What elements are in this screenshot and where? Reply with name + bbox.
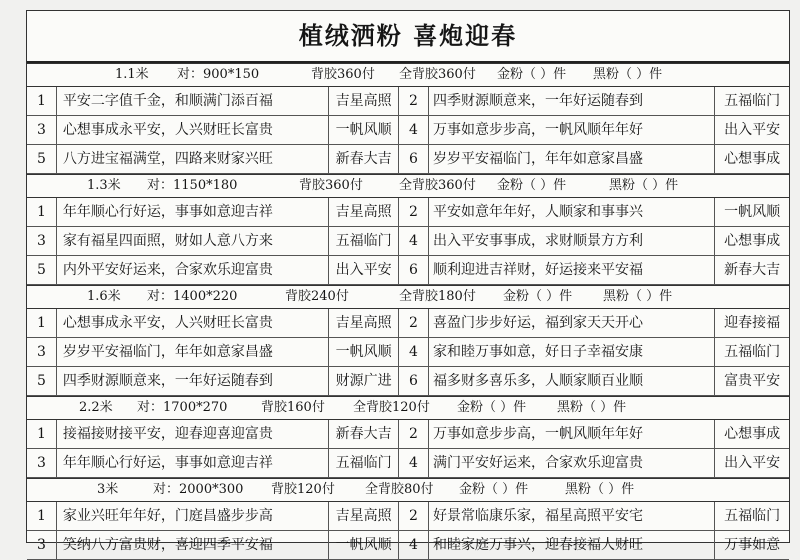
item-number: 4 <box>399 531 429 559</box>
couplet-text: 八方进宝福满堂，四路来财家兴旺 <box>57 145 329 173</box>
couplet-text: 年年顺心行好运，事事如意迎吉祥 <box>57 449 329 477</box>
couplet-head: 万事如意 <box>724 537 781 553</box>
item-number: 6 <box>399 367 429 395</box>
couplet-row <box>27 87 789 116</box>
header-dims: 对：1700*270 <box>137 400 228 415</box>
header-full-back: 全背胶360付 <box>399 178 476 193</box>
item-number: 2 <box>399 87 429 115</box>
couplet-head: 吉星高照 <box>329 198 399 226</box>
couplet-head: 新春大吉 <box>724 262 781 278</box>
item-number: 1 <box>27 502 57 530</box>
section-header <box>27 174 789 198</box>
item-number: 4 <box>399 227 429 255</box>
header-back: 背胶360付 <box>311 67 375 82</box>
section-header <box>27 396 789 420</box>
item-number: 2 <box>399 502 429 530</box>
couplet-row <box>27 367 789 396</box>
couplet-row <box>27 420 789 449</box>
header-dims: 对：2000*300 <box>153 482 244 497</box>
couplet-row <box>27 227 789 256</box>
couplet-head: 出入平安 <box>724 455 781 471</box>
couplet-text: 笑纳八方富贵财，喜迎四季平安福 <box>57 531 329 559</box>
item-number: 1 <box>27 87 57 115</box>
couplet-head: 迎春接福 <box>724 315 781 331</box>
couplet-text: 万事如意步步高，一帆风顺年年好 <box>429 420 715 448</box>
header-gold: 金粉（ ）件 <box>503 289 573 304</box>
section-header <box>27 478 789 502</box>
item-number: 6 <box>399 145 429 173</box>
item-number: 1 <box>27 198 57 226</box>
couplet-text: 心想事成永平安，人兴财旺长富贵 <box>57 309 329 337</box>
item-number: 3 <box>27 449 57 477</box>
couplet-text: 和睦家庭万事兴，迎春接福人财旺 <box>429 531 715 559</box>
couplet-head: 新春大吉 <box>329 420 399 448</box>
sections-container <box>27 63 789 560</box>
header-full-back: 全背胶80付 <box>365 482 434 497</box>
couplet-head: 心想事成 <box>724 426 781 442</box>
couplet-head: 五福临门 <box>329 449 399 477</box>
couplet-head: 一帆风顺 <box>329 531 399 559</box>
couplet-row <box>27 116 789 145</box>
header-back: 背胶360付 <box>299 178 363 193</box>
header-black: 黑粉（ ）件 <box>557 400 627 415</box>
item-number: 3 <box>27 338 57 366</box>
header-gold: 金粉（ ）件 <box>459 482 529 497</box>
couplet-head: 一帆风顺 <box>329 338 399 366</box>
couplet-head: 五福临门 <box>724 344 781 360</box>
header-size: 1.1米 <box>115 67 149 82</box>
couplet-text: 年年顺心行好运，事事如意迎吉祥 <box>57 198 329 226</box>
couplet-text: 内外平安好运来，合家欢乐迎富贵 <box>57 256 329 284</box>
couplet-text: 岁岁平安福临门，年年如意家昌盛 <box>57 338 329 366</box>
header-dims: 对：1150*180 <box>147 178 238 193</box>
couplet-row <box>27 145 789 174</box>
header-dims: 对：1400*220 <box>147 289 238 304</box>
item-number: 1 <box>27 309 57 337</box>
couplet-row <box>27 531 789 560</box>
item-number: 4 <box>399 116 429 144</box>
couplet-head: 富贵平安 <box>724 373 781 389</box>
section-header <box>27 63 789 87</box>
couplet-text: 福多财多喜乐多，人顺家顺百业顺 <box>429 367 715 395</box>
header-back: 背胶240付 <box>285 289 349 304</box>
couplet-text: 平安如意年年好，人顺家和事事兴 <box>429 198 715 226</box>
header-full-back: 全背胶120付 <box>353 400 430 415</box>
item-number: 5 <box>27 256 57 284</box>
couplet-text: 顺利迎进吉祥财，好运接来平安福 <box>429 256 715 284</box>
item-number: 3 <box>27 531 57 559</box>
couplet-text: 家有福星四面照，财如人意八方来 <box>57 227 329 255</box>
couplet-row <box>27 449 789 478</box>
couplet-head: 五福临门 <box>329 227 399 255</box>
header-black: 黑粉（ ）件 <box>565 482 635 497</box>
couplet-head: 吉星高照 <box>329 502 399 530</box>
item-number: 5 <box>27 367 57 395</box>
couplet-text: 满门平安好运来，合家欢乐迎富贵 <box>429 449 715 477</box>
couplet-text: 出入平安事事成，求财顺景方方利 <box>429 227 715 255</box>
item-number: 4 <box>399 449 429 477</box>
couplet-text: 喜盈门步步好运，福到家天天开心 <box>429 309 715 337</box>
header-gold: 金粉（ ）件 <box>497 178 567 193</box>
couplet-head: 心想事成 <box>724 233 781 249</box>
section-header <box>27 285 789 309</box>
couplet-text: 家业兴旺年年好，门庭昌盛步步高 <box>57 502 329 530</box>
item-number: 4 <box>399 338 429 366</box>
price-sheet <box>26 10 790 553</box>
header-black: 黑粉（ ）件 <box>603 289 673 304</box>
couplet-text: 好景常临康乐家，福星高照平安宅 <box>429 502 715 530</box>
couplet-head: 出入平安 <box>329 256 399 284</box>
couplet-row <box>27 198 789 227</box>
couplet-text: 岁岁平安福临门，年年如意家昌盛 <box>429 145 715 173</box>
couplet-row <box>27 256 789 285</box>
item-number: 3 <box>27 116 57 144</box>
couplet-head: 五福临门 <box>724 508 781 524</box>
header-size: 2.2米 <box>79 400 113 415</box>
header-size: 3米 <box>97 482 119 497</box>
header-black: 黑粉（ ）件 <box>593 67 663 82</box>
couplet-text: 平安二字值千金，和顺满门添百福 <box>57 87 329 115</box>
item-number: 6 <box>399 256 429 284</box>
header-size: 1.6米 <box>87 289 121 304</box>
couplet-text: 四季财源顺意来，一年好运随春到 <box>57 367 329 395</box>
couplet-head: 吉星高照 <box>329 87 399 115</box>
header-dims: 对：900*150 <box>177 67 260 82</box>
header-size: 1.3米 <box>87 178 121 193</box>
couplet-head: 五福临门 <box>724 93 781 109</box>
couplet-head: 一帆风顺 <box>724 204 781 220</box>
couplet-head: 出入平安 <box>724 122 781 138</box>
couplet-row <box>27 309 789 338</box>
header-black: 黑粉（ ）件 <box>609 178 679 193</box>
item-number: 3 <box>27 227 57 255</box>
couplet-head: 新春大吉 <box>329 145 399 173</box>
page-title: 植绒洒粉 喜炮迎春 <box>27 11 789 63</box>
item-number: 5 <box>27 145 57 173</box>
item-number: 1 <box>27 420 57 448</box>
header-full-back: 全背胶360付 <box>399 67 476 82</box>
couplet-text: 心想事成永平安，人兴财旺长富贵 <box>57 116 329 144</box>
header-gold: 金粉（ ）件 <box>457 400 527 415</box>
couplet-head: 吉星高照 <box>329 309 399 337</box>
couplet-head: 心想事成 <box>724 151 781 167</box>
couplet-head: 财源广进 <box>329 367 399 395</box>
header-back: 背胶120付 <box>271 482 335 497</box>
couplet-text: 接福接财接平安，迎春迎喜迎富贵 <box>57 420 329 448</box>
header-back: 背胶160付 <box>261 400 325 415</box>
couplet-row <box>27 502 789 531</box>
couplet-head: 一帆风顺 <box>329 116 399 144</box>
couplet-row <box>27 338 789 367</box>
header-gold: 金粉（ ）件 <box>497 67 567 82</box>
couplet-text: 万事如意步步高，一帆风顺年年好 <box>429 116 715 144</box>
couplet-text: 家和睦万事如意，好日子幸福安康 <box>429 338 715 366</box>
couplet-text: 四季财源顺意来，一年好运随春到 <box>429 87 715 115</box>
item-number: 2 <box>399 198 429 226</box>
header-full-back: 全背胶180付 <box>399 289 476 304</box>
item-number: 2 <box>399 420 429 448</box>
item-number: 2 <box>399 309 429 337</box>
